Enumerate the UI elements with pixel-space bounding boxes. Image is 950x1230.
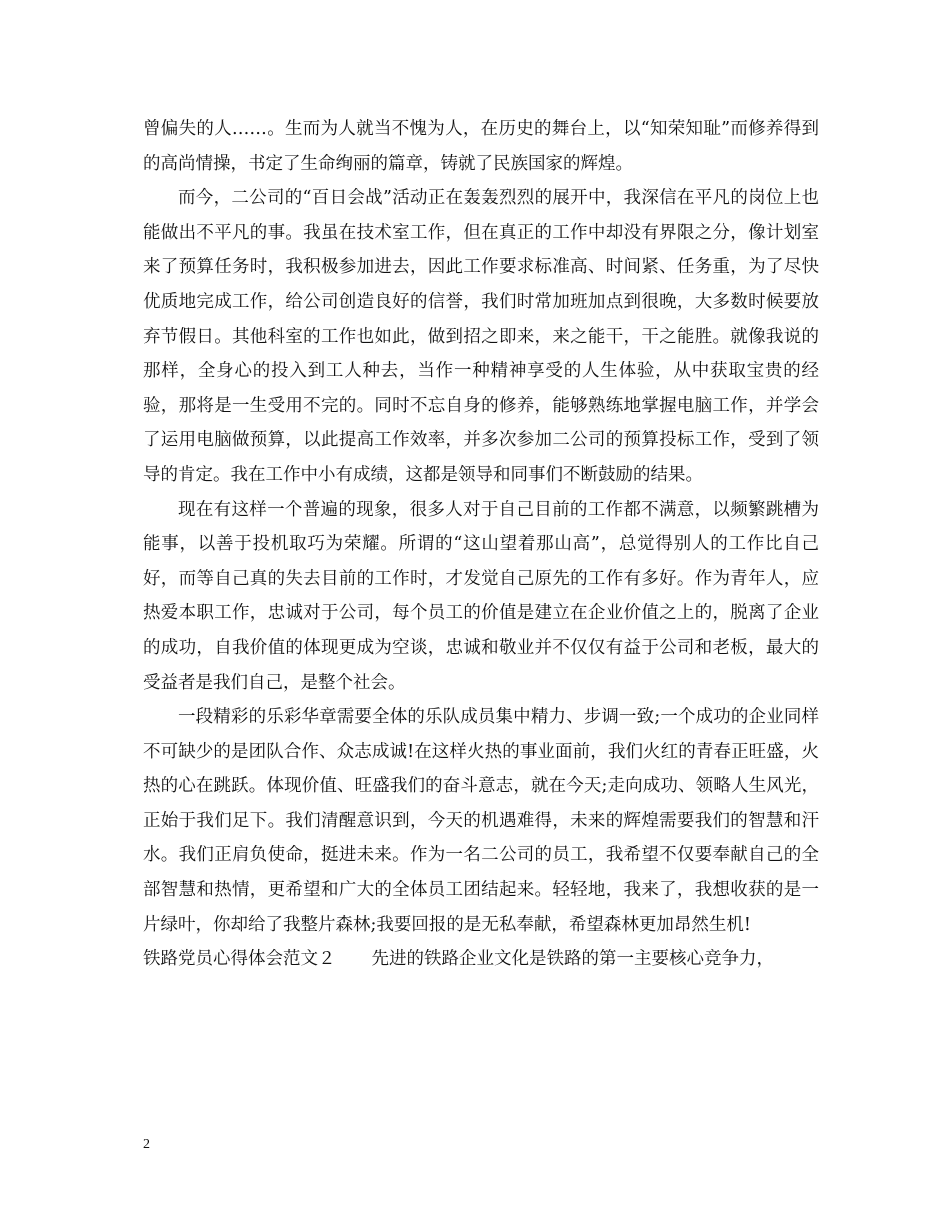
section-heading-line	[143, 942, 819, 977]
paragraph-job-hopping: 现在有这样一个普遍的现象，很多人对于自己目前的工作都不满意，以频繁跳槽为能事，以善于投机取巧为荣耀。所谓的“这山望着那山高”，总觉得别人的工作比自己好，而等自己真的失去目前的工作时，才发觉自己原先的工作有多好。作为青年人，应热爱本职工作，忠诚对于公司，每个员工的价值是建立在企业价值之上的，脱离了企业的成功，自我价值的体现更成为空谈，忠诚和敬业并不仅仅有益于公司和老板，最大的受益者是我们自己，是整个社会。	[143, 499, 819, 693]
paragraph-hundred-day-campaign: 而今，二公司的“百日会战”活动正在轰轰烈烈的展开中，我深信在平凡的岗位上也能做出不平凡的事。我虽在技术室工作，但在真正的工作中却没有界限之分，像计划室来了预算任务时，我积极参加进去，因此工作要求标准高、时间紧、任务重，为了尽快优质地完成工作，给公司创造良好的信誉，我们时常加班加点到很晚，大多数时候要放弃节假日。其他科室的工作也如此，做到招之即来，来之能干，干之能胜。就像我说的那样，全身心的投入到工人种去，当作一种精神享受的人生体验，从中获取宝贵的经验，那将是一生受用不完的。同时不忘自身的修养，能够熟练地掌握电脑工作，并学会了运用电脑做预算，以此提高工作效率，并多次参加二公司的预算投标工作，受到了领导的肯定。我在工作中小有成绩，这都是领导和同事们不断鼓励的结果。	[143, 188, 819, 485]
document-body	[143, 112, 819, 977]
section-title: 铁路党员心得体会范文２	[143, 949, 336, 970]
section-opening-text: 先进的铁路企业文化是铁路的第一主要核心竞争力，	[371, 949, 774, 970]
page-number: 2	[143, 1137, 150, 1152]
paragraph-teamwork: 一段精彩的乐彩华章需要全体的乐队成员集中精力、步调一致;一个成功的企业同样不可缺少的是团队合作、众志成诚!在这样火热的事业面前，我们火红的青春正旺盛，火热的心在跳跃。体现价值、旺盛我们的奋斗意志，就在今天;走向成功、领略人生风光，正始于我们足下。我们清醒意识到，今天的机遇难得，未来的辉煌需要我们的智慧和汗水。我们正肩负使命，挺进未来。作为一名二公司的员工，我希望不仅要奉献自己的全部智慧和热情，更希望和广大的全体员工团结起来。轻轻地，我来了，我想收获的是一片绿叶，你却给了我整片森林;我要回报的是无私奉献，希望森林更加昂然生机!	[143, 707, 819, 935]
paragraph-continuation: 曾偏失的人……。生而为人就当不愧为人，在历史的舞台上，以“知荣知耻”而修养得到的高尚情操，书定了生命绚丽的篇章，铸就了民族国家的辉煌。	[143, 119, 819, 174]
